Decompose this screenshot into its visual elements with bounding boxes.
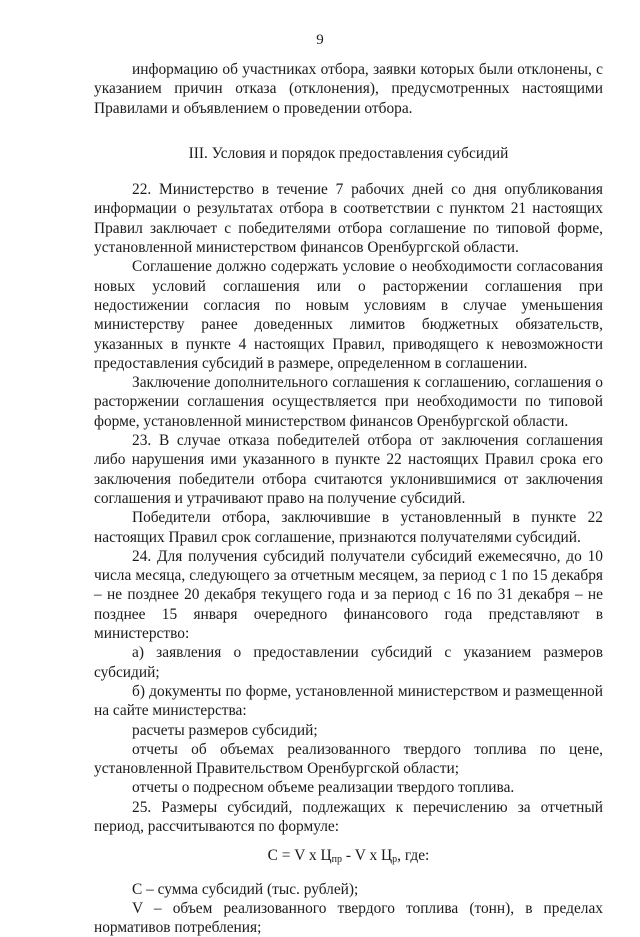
paragraph-22-agreement-conditions: Соглашение должно содержать условие о необходимости согласования новых условий соглашения или о расторжении соглашения при недостижении согласия по новым условиям в случае уменьшения министерству ранее доведенных лимитов бюджетных обязательств, указанных в пункте 4 настоящих Правил, приводящего к невозможности предоставления субсидий в размере, определенном в соглашении. [94, 258, 603, 372]
paragraph-23-recipients: Победители отбора, заключившие в установленный в пункте 22 настоящих Правил срок соглашение, признаются получателями субсидий. [94, 509, 603, 546]
paragraph-23: 23. В случае отказа победителей отбора от заключения соглашения либо нарушения ими указанного в пункте 22 настоящих Правил срока его заключения победители отбора считаются уклонившимися от заключения соглашения и утрачивают право на получение субсидий. [94, 432, 603, 507]
paragraph-24: 24. Для получения субсидий получатели субсидий ежемесячно, до 10 числа месяца, следующего за отчетным месяцем, за период с 1 по 15 декабря – не позднее 20 декабря текущего года и за период с 16 по 31 декабря – не позднее 15 января очередного финансового года представляют в министерство: [94, 547, 603, 643]
paragraph-24-item-b-address-reports: отчеты о подресном объеме реализации твердого топлива. [132, 779, 515, 797]
section-heading: III. Условия и порядок предоставления субсидий [188, 144, 509, 162]
formula-tail: , где: [397, 847, 430, 865]
formula-middle: - V x Ц [341, 847, 393, 865]
definition-c: С – сумма субсидий (тыс. рублей); [132, 880, 359, 898]
document-body [94, 60, 603, 937]
subsidy-formula [94, 846, 603, 865]
paragraph-22-additional-agreement: Заключение дополнительного соглашения к соглашению, соглашения о расторжении соглашения осуществляется при необходимости по типовой форме, установленной министерством финансов Оренбургской области. [94, 374, 603, 430]
formula-subscript-pr: пр [331, 854, 342, 866]
page-number: 9 [316, 32, 324, 48]
paragraph-24-item-b-calculations: расчеты размеров субсидий; [132, 721, 318, 739]
paragraph-25: 25. Размеры субсидий, подлежащих к перечислению за отчетный период, рассчитываются по формуле: [94, 798, 603, 835]
definition-v: V – объем реализованного твердого топлива (тонн), в пределах нормативов потребления; [94, 899, 603, 937]
paragraph-intro: информацию об участниках отбора, заявки которых были отклонены, с указанием причин отказа (отклонения), предусмотренных настоящими Правилами и объявлением о проведении отбора. [94, 61, 603, 117]
formula-subscript-r: р [392, 854, 398, 866]
paragraph-24-item-a: а) заявления о предоставлении субсидий с указанием размеров субсидий; [94, 644, 603, 681]
formula-lhs: С = V x Ц [267, 847, 332, 865]
paragraph-24-item-b: б) документы по форме, установленной министерством и размещенной на сайте министерства: [94, 682, 603, 720]
paragraph-22: 22. Министерство в течение 7 рабочих дней со дня опубликования информации о результатах отбора в соответствии с пунктом 21 настоящих Правил заключает с победителями отбора соглашение по типовой форме, установленной министерством финансов Оренбургской области. [94, 181, 603, 257]
paragraph-24-item-b-volume-reports: отчеты об объемах реализованного твердого топлива по цене, установленной Правительством Оренбургской области; [94, 740, 603, 778]
